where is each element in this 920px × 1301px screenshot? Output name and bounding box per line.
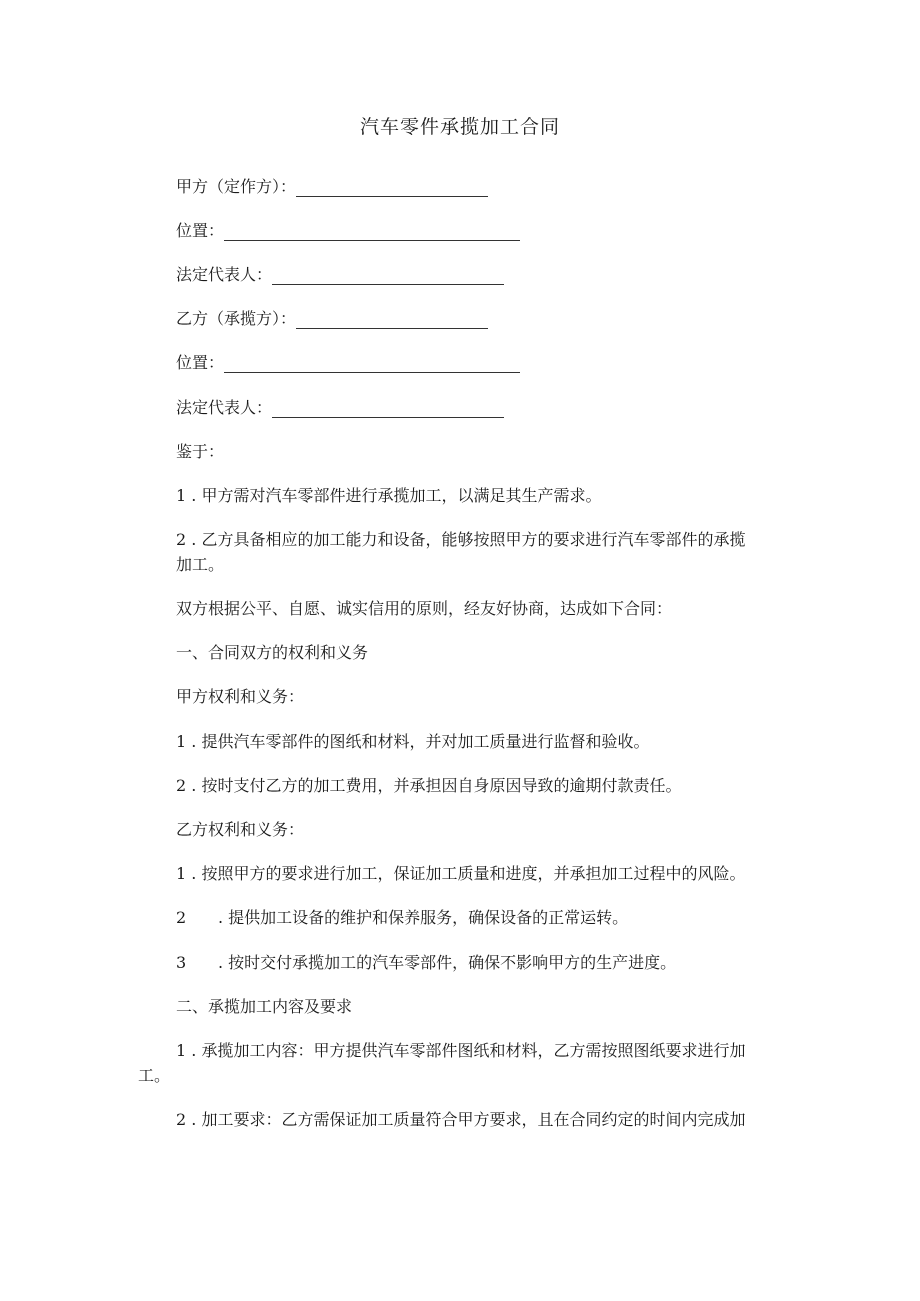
whereas-item-2-line-1: 2 . 乙方具备相应的加工能力和设备，能够按照甲方的要求进行汽车零部件的承揽 bbox=[176, 530, 746, 549]
party-a-rep-line bbox=[176, 265, 504, 285]
party-b-line bbox=[176, 309, 488, 329]
party-b-duties-heading: 乙方权利和义务： bbox=[176, 820, 305, 839]
party-a-duties-heading: 甲方权利和义务： bbox=[176, 687, 305, 706]
party-b-duty-2-text: . 提供加工设备的维护和保养服务，确保设备的正常运转。 bbox=[218, 908, 629, 927]
content-item-2-line-1: 2 . 加工要求：乙方需保证加工质量符合甲方要求，且在合同约定的时间内完成加 bbox=[176, 1110, 746, 1129]
content-item-1-line-1: 1 . 承揽加工内容：甲方提供汽车零部件图纸和材料，乙方需按照图纸要求进行加 bbox=[176, 1041, 746, 1060]
party-a-duty-2: 2 . 按时支付乙方的加工费用，并承担因自身原因导致的逾期付款责任。 bbox=[176, 776, 682, 795]
party-b-duty-1: 1 . 按照甲方的要求进行加工，保证加工质量和进度，并承担加工过程中的风险。 bbox=[176, 864, 746, 883]
whereas-item-2-line-2: 加工。 bbox=[176, 555, 225, 574]
party-b-duty-2-number: 2 bbox=[176, 908, 187, 927]
party-b-location-blank[interactable] bbox=[224, 354, 520, 373]
party-b-rep-line bbox=[176, 398, 504, 418]
whereas-label: 鉴于： bbox=[176, 442, 225, 461]
party-a-blank[interactable] bbox=[296, 178, 488, 197]
party-b-duty-3-text: . 按时交付承揽加工的汽车零部件，确保不影响甲方的生产进度。 bbox=[218, 953, 677, 972]
party-b-rep-blank[interactable] bbox=[272, 399, 504, 418]
party-a-label: 甲方（定作方）： bbox=[176, 177, 297, 196]
section-1-heading: 一、合同双方的权利和义务 bbox=[176, 643, 369, 662]
content-item-1-line-2: 工。 bbox=[138, 1066, 171, 1085]
party-a-location-line bbox=[176, 221, 520, 241]
party-b-duty-2 bbox=[176, 908, 628, 928]
party-a-location-label: 位置： bbox=[176, 221, 225, 240]
whereas-item-1: 1 . 甲方需对汽车零部件进行承揽加工，以满足其生产需求。 bbox=[176, 486, 602, 505]
party-b-label: 乙方（承揽方）： bbox=[176, 309, 297, 328]
party-a-location-blank[interactable] bbox=[224, 222, 520, 241]
party-b-blank[interactable] bbox=[296, 310, 488, 329]
party-b-location-line bbox=[176, 353, 520, 373]
party-b-rep-label: 法定代表人： bbox=[176, 398, 273, 417]
agreement-statement: 双方根据公平、自愿、诚实信用的原则，经友好协商，达成如下合同： bbox=[176, 599, 673, 618]
party-a-line bbox=[176, 177, 488, 197]
party-b-duty-3 bbox=[176, 953, 676, 973]
document-title: 汽车零件承揽加工合同 bbox=[359, 116, 560, 138]
party-b-duty-3-number: 3 bbox=[176, 953, 187, 972]
party-a-rep-blank[interactable] bbox=[272, 266, 504, 285]
party-a-duty-1: 1 . 提供汽车零部件的图纸和材料，并对加工质量进行监督和验收。 bbox=[176, 732, 650, 751]
section-2-heading: 二、承揽加工内容及要求 bbox=[176, 997, 353, 1016]
party-a-rep-label: 法定代表人： bbox=[176, 265, 273, 284]
party-b-location-label: 位置： bbox=[176, 353, 225, 372]
